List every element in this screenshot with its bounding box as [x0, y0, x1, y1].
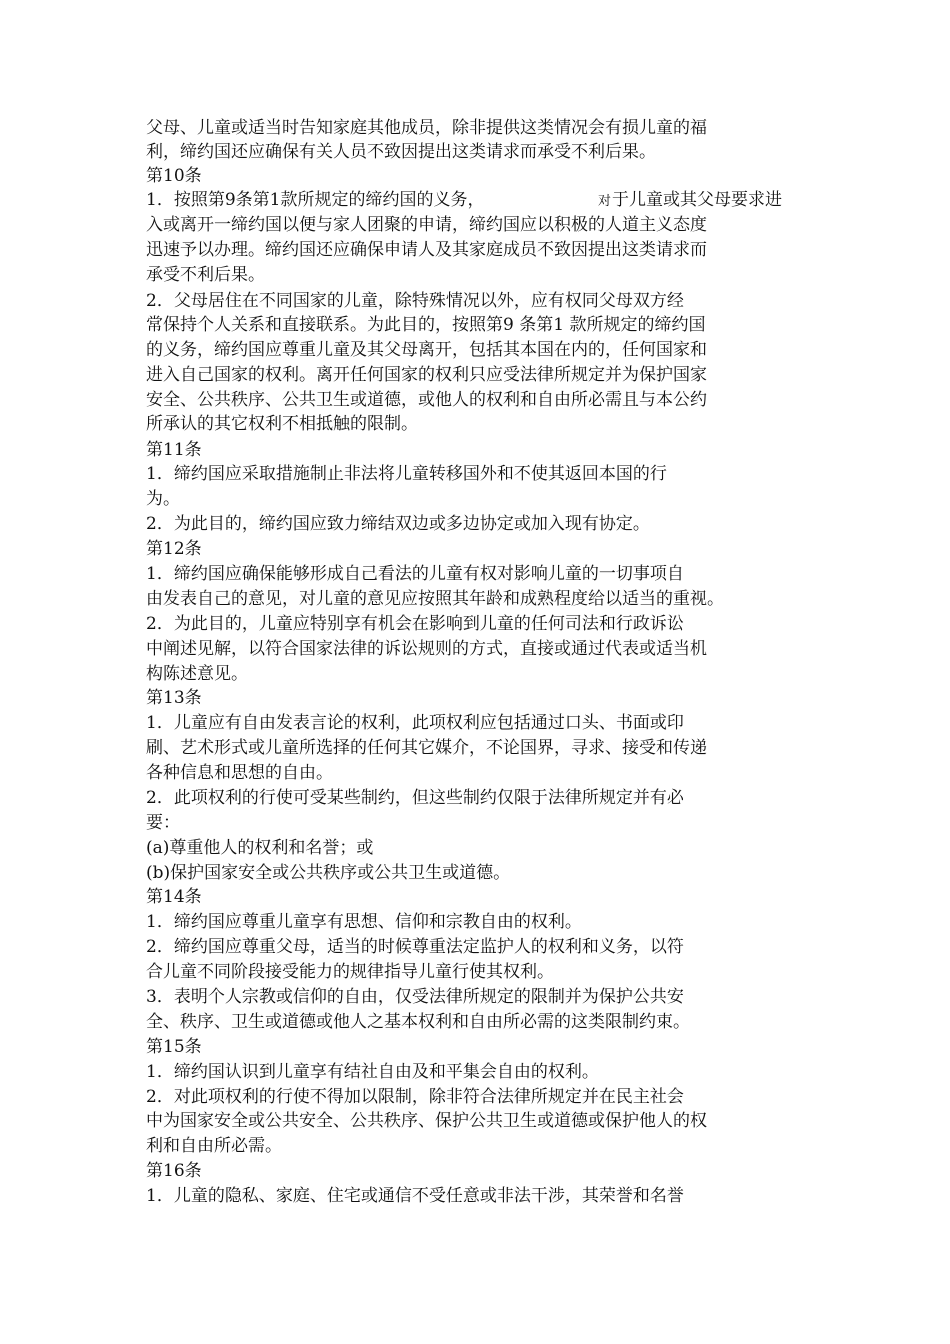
article-heading: 第13条 [146, 688, 202, 708]
text-line: 构陈述意见。 [146, 664, 248, 684]
text-line: (b)保护国家安全或公共秩序或公共卫生或道德。 [146, 863, 511, 883]
text-line: (a)尊重他人的权利和名誉；或 [146, 838, 374, 858]
text-line: 全、秩序、卫生或道德或他人之基本权利和自由所必需的这类限制约束。 [146, 1012, 690, 1032]
article-heading: 第12条 [146, 539, 202, 559]
article-heading: 第14条 [146, 887, 202, 907]
text-line: 1．按照第9条第1款所规定的缔约国的义务， [146, 190, 485, 210]
text-line: 入或离开一缔约国以便与家人团聚的申请，缔约国应以积极的人道主义态度 [146, 215, 707, 235]
text-line: 的义务，缔约国应尊重儿童及其父母离开，包括其本国在内的，任何国家和 [146, 340, 707, 360]
text-line: 承受不利后果。 [146, 265, 265, 285]
text-line: 2．父母居住在不同国家的儿童，除特殊情况以外，应有权同父母双方经 [146, 291, 684, 311]
text-fragment: 对 [598, 194, 612, 209]
text-line: 1．儿童应有自由发表言论的权利，此项权利应包括通过口头、书面或印 [146, 713, 684, 733]
text-line: 各种信息和思想的自由。 [146, 763, 333, 783]
text-line: 1．缔约国应采取措施制止非法将儿童转移国外和不使其返回本国的行 [146, 464, 667, 484]
text-line: 2．为此目的，缔约国应致力缔结双边或多边协定或加入现有协定。 [146, 514, 650, 534]
article-heading: 第15条 [146, 1037, 202, 1057]
text-line: 3．表明个人宗教或信仰的自由，仅受法律所规定的限制并为保护公共安 [146, 987, 684, 1007]
text-line: 1．缔约国应尊重儿童享有思想、信仰和宗教自由的权利。 [146, 912, 582, 932]
text-line: 刷、艺术形式或儿童所选择的任何其它媒介，不论国界，寻求、接受和传递 [146, 738, 707, 758]
text-line: 于儿童或其父母要求进 [612, 190, 782, 210]
text-line: 为。 [146, 489, 180, 509]
article-heading: 第10条 [146, 166, 202, 186]
text-line: 1．缔约国认识到儿童享有结社自由及和平集会自由的权利。 [146, 1062, 599, 1082]
text-line: 父母、儿童或适当时告知家庭其他成员，除非提供这类情况会有损儿童的福 [146, 118, 707, 138]
text-line: 安全、公共秩序、公共卫生或道德，或他人的权利和自由所必需且与本公约 [146, 390, 707, 410]
text-line: 1．缔约国应确保能够形成自己看法的儿童有权对影响儿童的一切事项自 [146, 564, 684, 584]
article-heading: 第11条 [146, 440, 202, 460]
text-line: 所承认的其它权利不相抵触的限制。 [146, 414, 418, 434]
text-line: 进入自己国家的权利。离开任何国家的权利只应受法律所规定并为保护国家 [146, 365, 707, 385]
text-line: 要： [146, 813, 180, 833]
text-line: 1．儿童的隐私、家庭、住宅或通信不受任意或非法干涉，其荣誉和名誉 [146, 1186, 684, 1206]
text-line: 2．为此目的，儿童应特别享有机会在影响到儿童的任何司法和行政诉讼 [146, 614, 684, 634]
text-line: 由发表自己的意见，对儿童的意见应按照其年龄和成熟程度给以适当的重视。 [146, 589, 724, 609]
text-line: 利，缔约国还应确保有关人员不致因提出这类请求而承受不利后果。 [146, 142, 656, 162]
text-line: 迅速予以办理。缔约国还应确保申请人及其家庭成员不致因提出这类请求而 [146, 240, 707, 260]
text-line: 利和自由所必需。 [146, 1136, 282, 1156]
text-line: 2．此项权利的行使可受某些制约，但这些制约仅限于法律所规定并有必 [146, 788, 684, 808]
text-line: 中为国家安全或公共安全、公共秩序、保护公共卫生或道德或保护他人的权 [146, 1111, 707, 1131]
article-heading: 第16条 [146, 1161, 202, 1181]
text-line: 合儿童不同阶段接受能力的规律指导儿童行使其权利。 [146, 962, 554, 982]
text-line: 中阐述见解，以符合国家法律的诉讼规则的方式，直接或通过代表或适当机 [146, 639, 707, 659]
text-line: 常保持个人关系和直接联系。为此目的，按照第9 条第1 款所规定的缔约国 [146, 315, 706, 335]
text-line: 2．缔约国应尊重父母，适当的时候尊重法定监护人的权利和义务，以符 [146, 937, 684, 957]
text-line: 2．对此项权利的行使不得加以限制，除非符合法律所规定并在民主社会 [146, 1087, 684, 1107]
